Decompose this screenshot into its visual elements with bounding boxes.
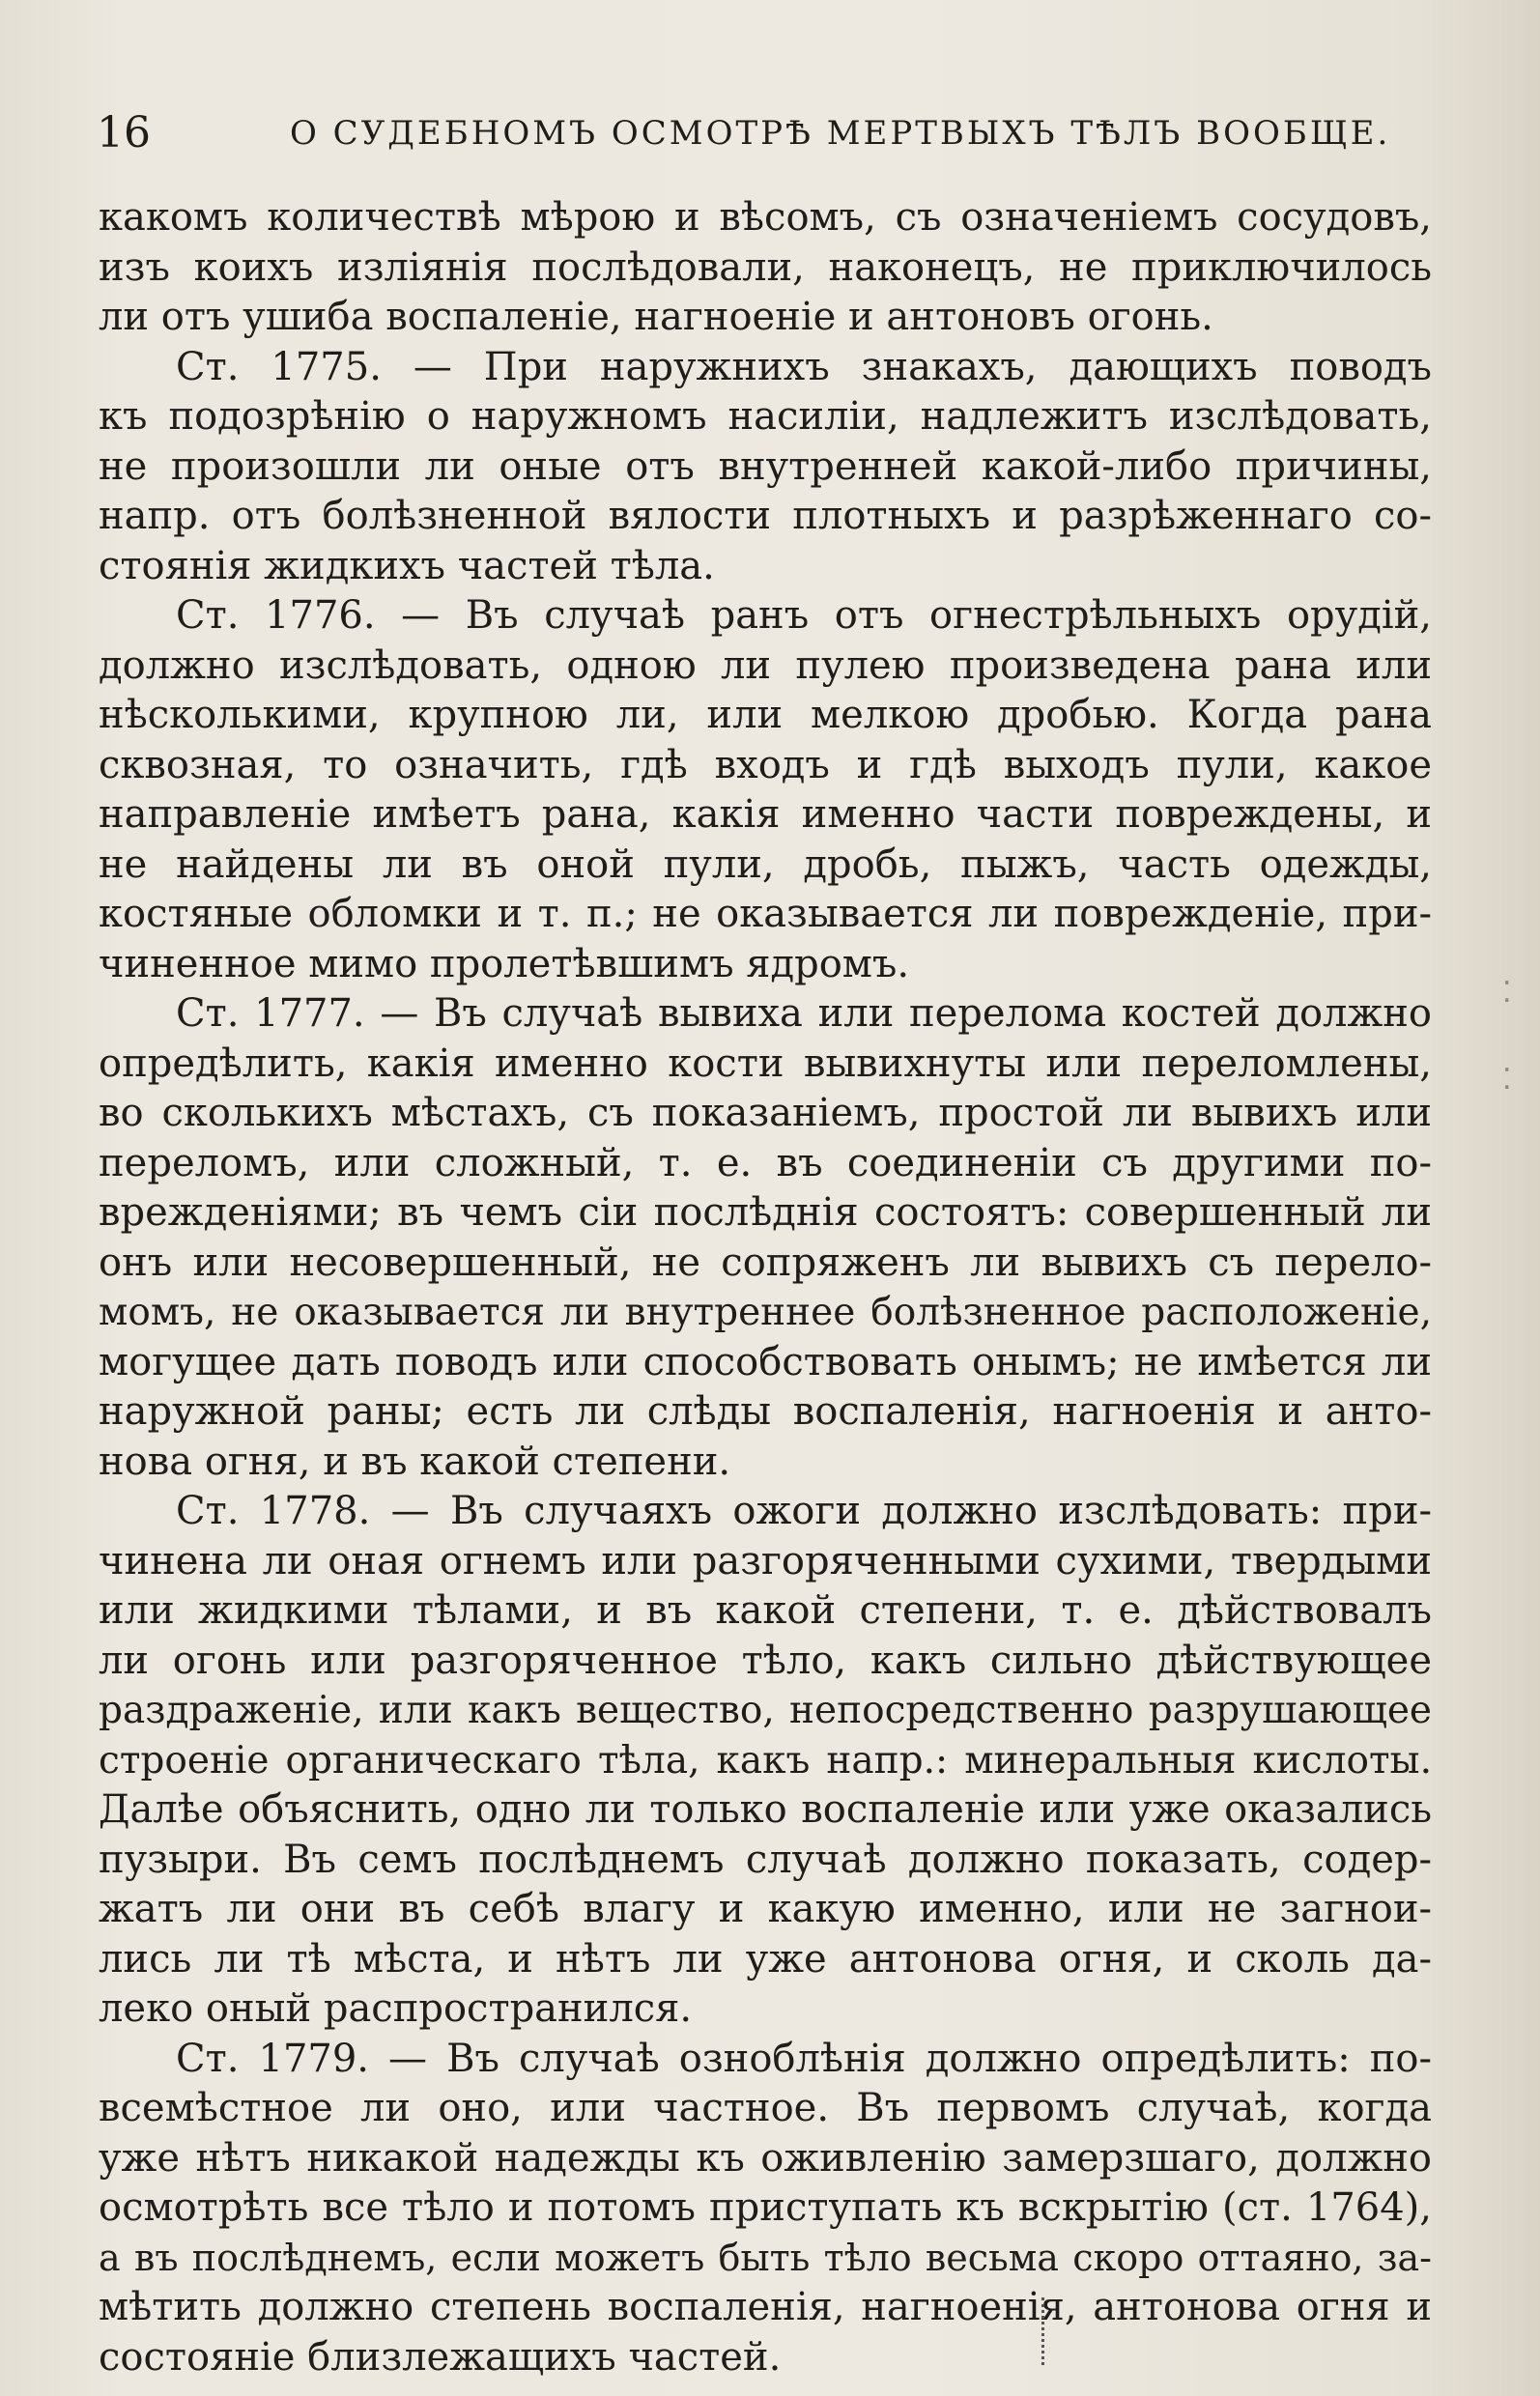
text-line: переломъ, или сложный, т. е. въ соединеніи съ другими по- — [99, 1140, 1432, 1185]
bottom-stray-mark — [1041, 2297, 1048, 2365]
text-line: а въ послѣднемъ, если можетъ быть тѣло весьма скоро оттаяно, за- — [99, 2236, 1432, 2279]
text-line: строеніе органическаго тѣла, какъ напр.: минеральныя кислоты. — [99, 1738, 1432, 1783]
text-line: какомъ количествѣ мѣрою и вѣсомъ, съ означеніемъ сосудовъ, — [99, 195, 1432, 240]
article-1779-first-line: Ст. 1779. — Въ случаѣ озноблѣнія должно опредѣлить: по- — [176, 2036, 1432, 2081]
text-line: чинена ли оная огнемъ или разгоряченными сухими, твердыми — [99, 1538, 1432, 1583]
text-line: онъ или несовершенный, не сопряженъ ли вывихъ съ перело- — [99, 1240, 1432, 1285]
text-line: ли отъ ушиба воспаленіе, нагноеніе и антоновъ огонь. — [99, 295, 1213, 339]
text-line: сквозная, то означить, гдѣ входъ и гдѣ выходъ пули, какое — [99, 742, 1432, 787]
text-line: нова огня, и въ какой степени. — [99, 1439, 731, 1484]
text-line: момъ, не оказывается ли внутреннее болѣзненное расположеніе, — [99, 1291, 1432, 1334]
text-line: во сколькихъ мѣстахъ, съ показаніемъ, простой ли вывихъ или — [99, 1091, 1432, 1135]
text-line: опредѣлить, какія именно кости вывихнуты или переломлены, — [99, 1041, 1432, 1086]
text-line: не найдены ли въ оной пули, дробь, пыжъ, часть одежды, — [99, 841, 1432, 887]
text-line: нѣсколькими, крупною ли, или мелкою дробью. Когда рана — [99, 693, 1432, 737]
text-line: не произошли ли оные отъ внутренней какой-либо причины, — [99, 443, 1432, 489]
text-line: всемѣстное ли оно, или частное. Въ первомъ случаѣ, когда — [99, 2086, 1432, 2130]
text-line: уже нѣтъ никакой надежды къ оживленію замерзшаго, должно — [99, 2135, 1432, 2181]
article-1776-first-line: Ст. 1776. — Въ случаѣ ранъ отъ огнестрѣльныхъ орудій, — [176, 593, 1432, 638]
text-line: раздраженіе, или какъ вещество, непосредственно разрушающее — [99, 1689, 1432, 1732]
article-1775-first-line: Ст. 1775. — При наружнихъ знакахъ, дающихъ поводъ — [176, 344, 1432, 389]
text-line: осмотрѣть все тѣло и потомъ приступать къ вскрытію (ст. 1764), — [99, 2185, 1432, 2230]
text-line: изъ коихъ изліянія послѣдовали, наконецъ, не приключилось — [99, 244, 1432, 290]
text-line: мѣтить должно степень воспаленія, нагноенія, антонова огня и — [99, 2285, 1432, 2329]
text-line: наружной раны; есть ли слѣды воспаленія, нагноенія и анто- — [99, 1389, 1432, 1434]
text-line: стоянія жидкихъ частей тѣла. — [99, 543, 715, 588]
text-line: должно изслѣдовать, одною ли пулею произведена рана или — [99, 642, 1432, 688]
body-text — [99, 193, 1432, 2382]
text-line: врежденіями; въ чемъ сіи послѣднія состоятъ: совершенный ли — [99, 1190, 1432, 1235]
text-line: жатъ ли они въ себѣ влагу и какую именно, или не загнои- — [99, 1887, 1432, 1931]
text-line: Далѣе объяснить, одно ли только воспаленіе или уже оказались — [99, 1787, 1432, 1832]
page-number: 16 — [97, 108, 151, 157]
margin-specks: ⁚ — [1502, 976, 1512, 1010]
page-header — [97, 104, 1430, 162]
text-line: или жидкими тѣлами, и въ какой степени, т. е. дѣйствовалъ — [99, 1588, 1432, 1633]
text-line: направленіе имѣетъ рана, какія именно части повреждены, и — [99, 792, 1432, 837]
text-line: напр. отъ болѣзненной вялости плотныхъ и разрѣженнаго со- — [99, 494, 1432, 538]
text-line: пузыри. Въ семъ послѣднемъ случаѣ должно показать, содер- — [99, 1837, 1432, 1882]
text-line: лись ли тѣ мѣста, и нѣтъ ли уже антонова огня, и сколь да- — [99, 1936, 1432, 1982]
text-line: чиненное мимо пролетѣвшимъ ядромъ. — [99, 941, 910, 986]
text-line: состояніе близлежащихъ частей. — [99, 2334, 782, 2380]
article-1778-first-line: Ст. 1778. — Въ случаяхъ ожоги должно изслѣдовать: при- — [176, 1489, 1432, 1533]
text-line: костяные обломки и т. п.; не оказывается ли поврежденіе, при- — [99, 892, 1432, 936]
text-line: леко оный распространился. — [99, 1986, 693, 2031]
running-title: О СУДЕБНОМЪ ОСМОТРѢ МЕРТВЫХЪ ТѢЛЪ ВООБЩЕ. — [290, 114, 1391, 153]
text-line: ли огонь или разгоряченное тѣло, какъ сильно дѣйствующее — [99, 1638, 1432, 1683]
article-1777-first-line: Ст. 1777. — Въ случаѣ вывиха или перелома костей должно — [176, 991, 1432, 1036]
text-line: могущее дать поводъ или способствовать онымъ; не имѣется ли — [99, 1339, 1432, 1384]
text-line: къ подозрѣнію о наружномъ насиліи, надлежитъ изслѣдовать, — [99, 394, 1432, 439]
margin-specks: ⁚ — [1502, 1063, 1512, 1097]
